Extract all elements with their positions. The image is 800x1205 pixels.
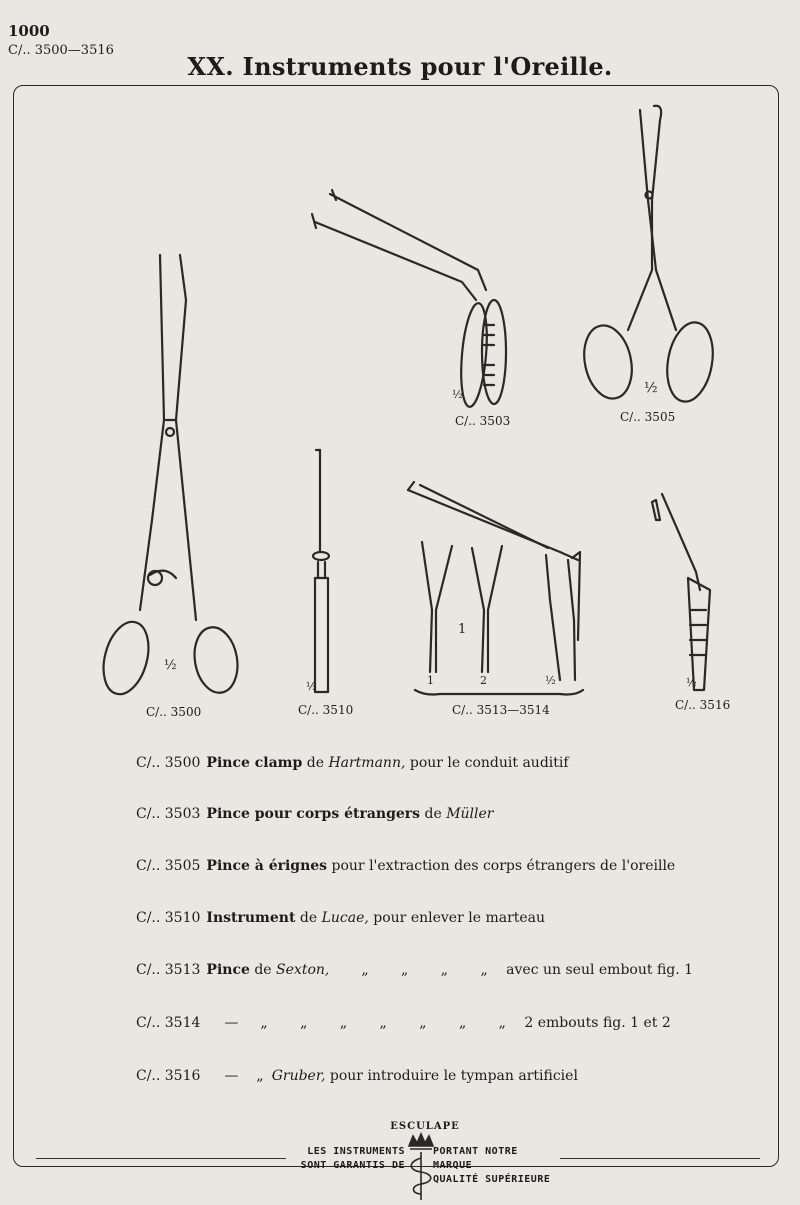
item-3503 — [136, 806, 494, 822]
footer-left-line-2: SONT GARANTIS DE — [300, 1160, 405, 1171]
fig-1-label: 1 — [427, 674, 434, 687]
scale-3500: ½ — [164, 658, 177, 673]
item-3516 — [136, 1068, 578, 1084]
item-code: C/.. 3503 — [136, 806, 201, 822]
caption-3500: C/.. 3500 — [146, 705, 202, 719]
item-3513 — [136, 962, 693, 978]
item-text: de — [420, 806, 447, 822]
item-text: pour l'extraction des corps étrangers de l'oreille — [327, 858, 676, 874]
scale-3516: ½ — [686, 676, 697, 689]
item-text: 2 embouts fig. 1 et 2 — [519, 1015, 671, 1031]
item-dash: — — [224, 1068, 239, 1084]
item-3500 — [136, 755, 569, 771]
clamp-forceps-3500-drawing — [96, 255, 242, 699]
item-dash: — — [224, 1015, 239, 1031]
item-text: pour enlever le marteau — [368, 910, 546, 926]
page-number: 1000 — [8, 22, 50, 40]
footer-rule-right — [560, 1158, 760, 1159]
footer-right-line-2: QUALITÉ SUPÉRIEURE — [433, 1174, 551, 1185]
item-author: Sexton, — [276, 962, 330, 978]
item-name: Pince clamp — [206, 755, 303, 771]
item-text: de — [295, 910, 322, 926]
item-code: C/.. 3500 — [136, 755, 201, 771]
code-range: C/.. 3500—3516 — [8, 43, 114, 58]
item-code: C/.. 3510 — [136, 910, 201, 926]
item-code: C/.. 3514 — [136, 1015, 201, 1031]
item-text: pour le conduit auditif — [405, 755, 569, 771]
item-3505 — [136, 858, 675, 874]
footer-left-line-1: LES INSTRUMENTS — [307, 1146, 405, 1157]
scale-3505: ½ — [644, 380, 658, 396]
brand-name: ESCULAPE — [390, 1121, 460, 1132]
footer-left-text — [283, 1145, 405, 1173]
item-code: C/.. 3516 — [136, 1068, 201, 1084]
item-code: C/.. 3513 — [136, 962, 201, 978]
caption-3513-3514: C/.. 3513—3514 — [452, 703, 550, 717]
scale-3510: ½ — [306, 680, 317, 693]
caption-3510: C/.. 3510 — [298, 703, 354, 717]
fig-half-label: ½ — [545, 674, 556, 687]
item-author: Lucae, — [321, 910, 369, 926]
item-author: Müller — [446, 806, 494, 822]
caption-3516: C/.. 3516 — [675, 698, 731, 712]
lucae-instrument-3510-drawing — [313, 450, 329, 692]
sexton-forceps-3513-3514-drawing — [408, 482, 583, 695]
item-name: Instrument — [206, 910, 296, 926]
item-author: Gruber, — [271, 1068, 326, 1084]
item-name: Pince — [206, 962, 250, 978]
ditto-marks: „ — [256, 1068, 264, 1084]
footer-rule-left — [36, 1158, 286, 1159]
scale-3503: ½ — [452, 388, 463, 401]
gruber-instrument-3516-drawing — [652, 494, 710, 690]
hook-forceps-3505-drawing — [578, 106, 719, 405]
page-title: XX. Instruments pour l'Oreille. — [187, 52, 613, 81]
foreign-body-forceps-3503-drawing — [312, 190, 506, 408]
item-text: pour introduire le tympan artificiel — [325, 1068, 578, 1084]
footer-right-text — [433, 1145, 563, 1187]
scale-3513: 1 — [458, 622, 467, 637]
item-3514 — [136, 1015, 671, 1031]
item-text: avec un seul embout fig. 1 — [501, 962, 694, 978]
footer-right-line-1: PORTANT NOTRE MARQUE — [433, 1146, 518, 1171]
ditto-marks: „ „ „ „ — [361, 962, 502, 978]
caption-3505: C/.. 3505 — [620, 410, 676, 424]
item-author: Hartmann, — [328, 755, 406, 771]
item-name: Pince à érignes — [206, 858, 328, 874]
fig-2-label: 2 — [480, 674, 487, 687]
ditto-marks: „ „ „ „ „ „ „ — [260, 1015, 520, 1031]
item-text: de — [302, 755, 329, 771]
item-code: C/.. 3505 — [136, 858, 201, 874]
item-text: de — [249, 962, 277, 978]
item-name: Pince pour corps étrangers — [206, 806, 421, 822]
caption-3503: C/.. 3503 — [455, 414, 511, 428]
item-3510 — [136, 910, 545, 926]
